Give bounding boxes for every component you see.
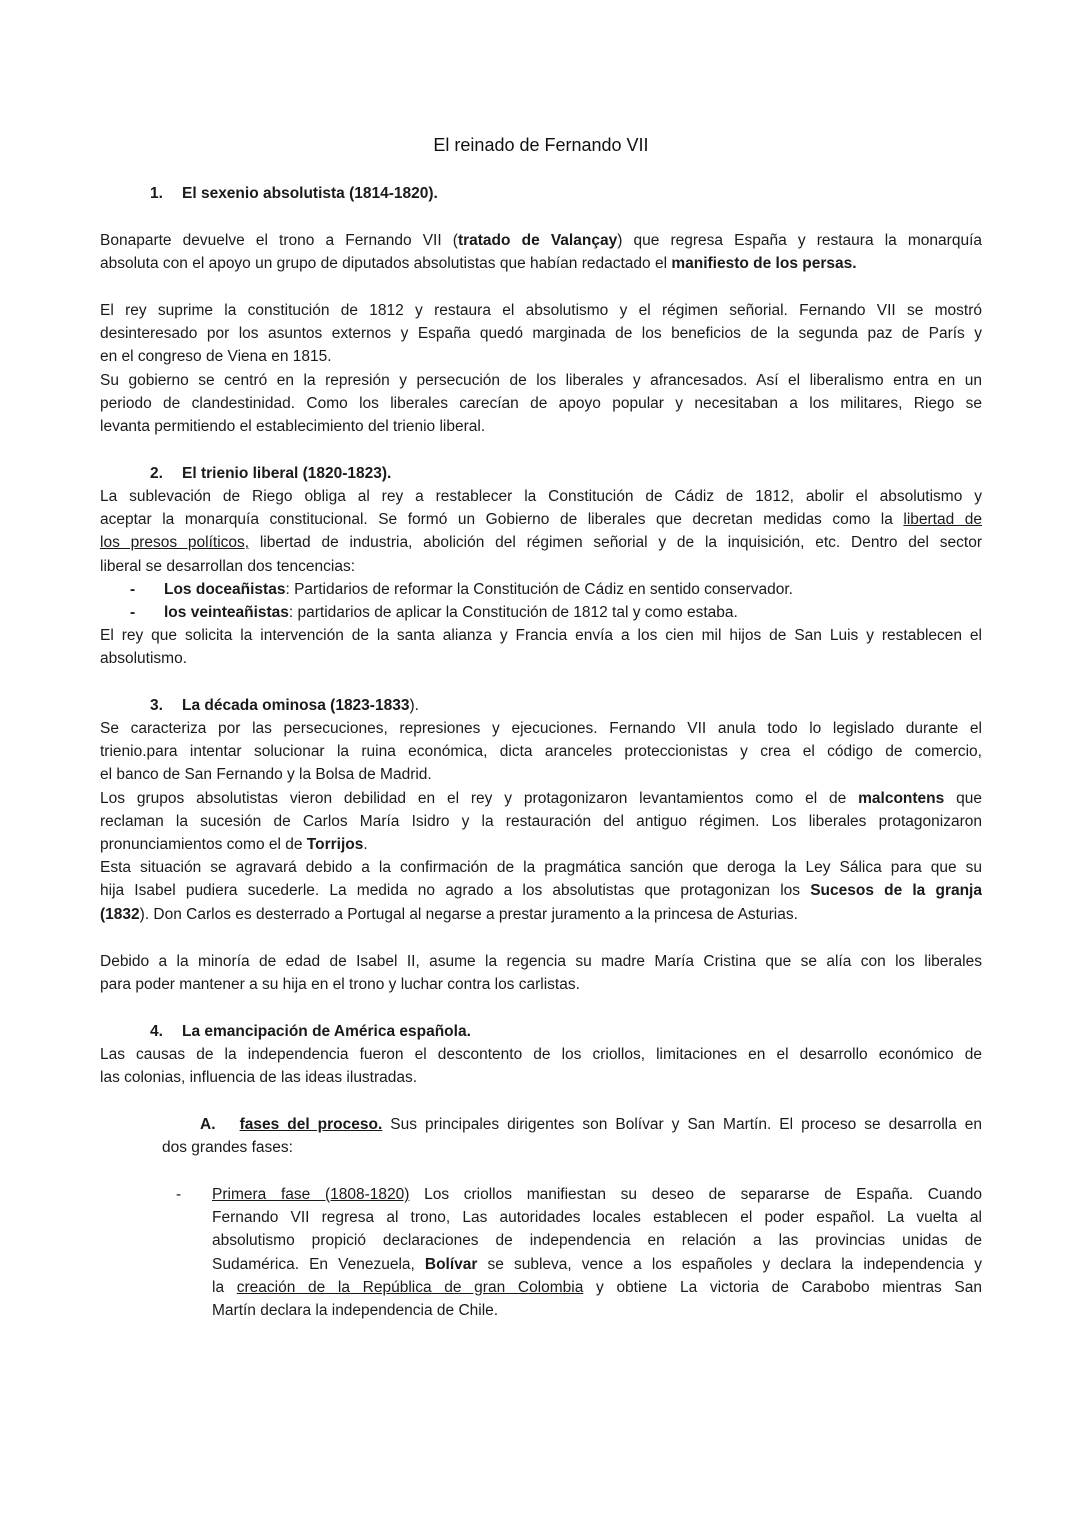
subsection-a: A. fases del proceso. Sus principales dirigentes son Bolívar y San Martín. El proceso se desarrolla en dos grandes fases: <box>162 1116 982 1157</box>
paragraph-s3-p1: Se caracteriza por las persecuciones, represiones y ejecuciones. Fernando VII anula todo lo legislado durante el trienio.para intentar solucionar la ruina económica, dicta aranceles proteccionistas y crea el código de comercio, el banco de San Fernando y la Bolsa de Madrid. Los grupos absolutistas vieron debilidad en el rey y protagonizaron levantamientos como el de malcontens que reclaman la sucesión de Carlos María Isidro y la restauración del antiguo régimen. Los liberales protagonizaron pronunciamientos como el de Torrijos. Esta situación se agravará debido a la confirmación de la pragmática sanción que deroga la Ley Sálica para que su hija Isabel pudiera sucederle. La medida no agrado a los absolutistas que protagonizan los Sucesos de la granja (1832). Don Carlos es desterrado a Portugal al negarse a prestar juramento a la princesa de Asturias. <box>100 720 982 923</box>
list-item-primera-fase: - Primera fase (1808-1820) Los criollos manifiestan su deseo de separarse de España. Cuando Fernando VII regresa al trono, Las autoridades locales establecen el poder español. La vuelta al absolutismo propició declaraciones de independencia en relación a las provincias unidas de Sudamérica. En Venezuela, Bolívar se subleva, vence a los españoles y declara la independencia y la creación de la República de gran Colombia y obtiene La victoria de Carabobo mientras San Martín declara la independencia de Chile. <box>176 1186 982 1320</box>
section-title: El sexenio absolutista (1814-1820). <box>182 185 438 202</box>
page-title: El reinado de Fernando VII <box>433 135 649 155</box>
paragraph-s2-p1: La sublevación de Riego obliga al rey a restablecer la Constitución de Cádiz de 1812, abolir el absolutismo y aceptar la monarquía constitucional. Se formó un Gobierno de liberales que decretan medidas como la libertad de los presos políticos, libertad de industria, abolición del régimen señorial y de la inquisición, etc. Dentro del sector liberal se desarrollan dos tencencias: <box>100 488 982 575</box>
paragraph-s1-p1: Bonaparte devuelve el trono a Fernando VII (tratado de Valançay) que regresa España y restaura la monarquía absoluta con el apoyo un grupo de diputados absolutistas que habían redactado el manifiesto de los persas. <box>100 232 982 273</box>
list-item-doceanistas: - Los doceañistas: Partidarios de reformar la Constitución de Cádiz en sentido conservador. <box>130 581 793 598</box>
section-number: 1. <box>150 185 163 202</box>
section-heading-2: 2. El trienio liberal (1820-1823). <box>150 465 392 482</box>
paragraph-s4-p1: Las causas de la independencia fueron el descontento de los criollos, limitaciones en el desarrollo económico de las colonias, influencia de las ideas ilustradas. <box>100 1046 982 1087</box>
paragraph-s3-p2: Debido a la minoría de edad de Isabel II, asume la regencia su madre María Cristina que se alía con los liberales para poder mantener a su hija en el trono y luchar contra los carlistas. <box>100 953 982 994</box>
section-heading-3: 3. La década ominosa (1823-1833). <box>150 697 419 714</box>
section-heading-4: 4. La emancipación de América española. <box>150 1023 471 1040</box>
paragraph-s1-p2: El rey suprime la constitución de 1812 y restaura el absolutismo y el régimen señorial. Fernando VII se mostró desinteresado por los asuntos externos y España quedó marginada de los beneficios de la segunda paz de París y en el congreso de Viena en 1815. Su gobierno se centró en la represión y persecución de los liberales y afrancesados. Así el liberalismo entra en un periodo de clandestinidad. Como los liberales carecían de apoyo popular y necesitaban a los militares, Riego se levanta permitiendo el establecimiento del trienio liberal. <box>100 302 982 436</box>
section-heading-1 <box>150 182 438 205</box>
paragraph-s2-p2: El rey que solicita la intervención de la santa alianza y Francia envía a los cien mil hijos de San Luis y restablecen el absolutismo. <box>100 627 982 668</box>
list-item-veinteanistas: - los veinteañistas: partidarios de aplicar la Constitución de 1812 tal y como estaba. <box>130 604 738 621</box>
